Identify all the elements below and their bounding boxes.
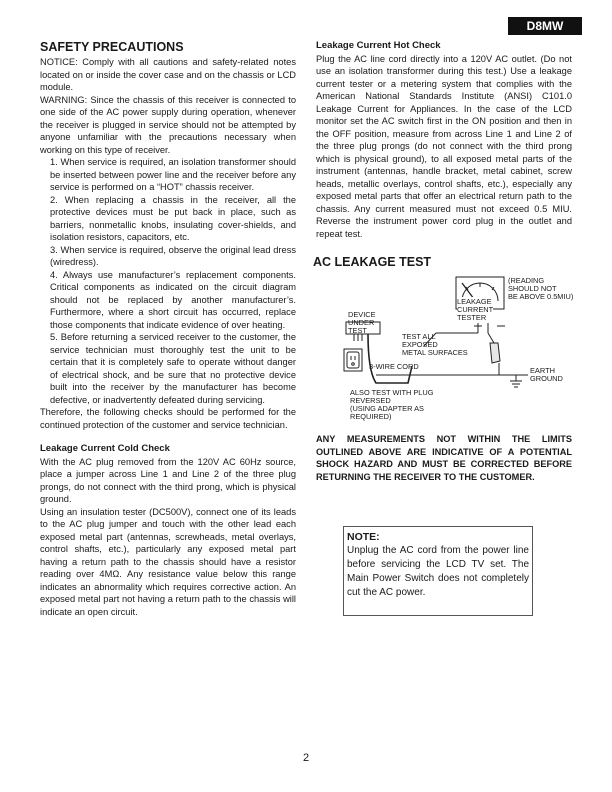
cord-pins [354, 334, 362, 341]
note-body: Unplug the AC cord from the power line before servicing the LCD TV set. The Main Power Switch does not completely cut the AC power. [347, 545, 529, 598]
ground-clip [490, 343, 500, 363]
earth-ground-label: EARTH GROUND [530, 366, 563, 383]
precaution-item: 5. Before returning a serviced receiver to the customer, the service technician must thoroughly test the unit to be certain that it is completely safe to operate without danger of electrical shock, and be sure that no protective device built into the receiver by the manufacturer has become defective, or inadvertently defeated during servicing. [50, 332, 296, 405]
right-column [313, 40, 574, 483]
notice-text: NOTICE: Comply with all cautions and safety-related notes located on or inside the cover case and on the chassis or LCD module. [40, 57, 296, 92]
note-title: NOTE: [347, 531, 380, 543]
note-box [343, 526, 533, 616]
model-text: D8MW [526, 19, 564, 33]
precaution-item: 4. Always use manufacturer’s replacement components. Critical components as indicated on the circuit diagram should not be replaced by another manufacturer’s. Furthermore, where a short circuit has occurred, replace those components that indicate evidence of over heating. [50, 269, 296, 330]
ac-leakage-title: AC LEAKAGE TEST [313, 255, 432, 269]
test-surfaces-label: TEST ALL EXPOSED METAL SURFACES [402, 332, 468, 357]
precaution-item: 2. When replacing a chassis in the receiver, all the protective devices must be put back in place, such as barriers, nonmetallic knobs, insulating cover-shields, and isolation resistors, capacitors, etc. [50, 194, 296, 242]
precaution-item: 1. When service is required, an isolation transformer should be inserted between power line and the receiver before any service is performed on a “HOT” chassis receiver. [50, 157, 296, 192]
model-tag [508, 17, 582, 35]
ground-lead [488, 333, 494, 343]
left-column [40, 40, 296, 618]
shock-hazard-warning: ANY MEASUREMENTS NOT WITHIN THE LIMITS OUTLINED ABOVE ARE INDICATIVE OF A POTENTIAL SHOCK HAZARD AND MUST BE CORRECTED BEFORE RETURNING THE RECEIVER TO THE CUSTOMER. [316, 434, 572, 482]
cold-check-p2: Using an insulation tester (DC500V), connect one of its leads to the AC plug jumper and touch with the other lead each exposed metal part (antennas, screwheads, metal overlays, control shafts, etc.), particularly any exposed metal part having a return path to the chassis should have a resistor reading over 4MΩ. Any resistance value below this range indicates an abnormality which requires corrective action. An exposed metal part not having a return path to the chassis will indicate an open circuit. [40, 506, 296, 617]
therefore-text: Therefore, the following checks should be performed for the continued protection of the customer and service technician. [40, 407, 296, 430]
device-under-test-label: DEVICE UNDER TEST [348, 310, 376, 335]
warning-text: WARNING: Since the chassis of this receiver is connected to one side of the AC power supply during operation, whenever the receiver is plugged in service should not be attempted by anyone unfamiliar with the precautions necessary when working on this type of receiver. [40, 94, 296, 155]
hot-check-title: Leakage Current Hot Check [316, 40, 441, 51]
ac-leakage-diagram [316, 271, 572, 433]
reading-label: (READING SHOULD NOT BE ABOVE 0.5MIU) [508, 276, 574, 301]
plug-reversed-label: ALSO TEST WITH PLUG REVERSED (USING ADAPTER AS REQUIRED) [350, 388, 434, 421]
cold-check-p1: With the AC plug removed from the 120V AC 60Hz source, place a jumper across Line 1 and Line 2 of the three plug prongs, do not connect with the third prong, which is physical ground. [40, 456, 296, 504]
cord-label: 3-WIRE CORD [369, 362, 419, 371]
hot-check-body: Plug the AC line cord directly into a 120V AC outlet. (Do not use an isolation transformer during this test.) Use a leakage current tester or a metering system that complies with the American National Standards Institute (ANSI) C101.0 Leakage Current for Appliances. In the case of the LCD monitor set the AC switch first in the ON position and then in the OFF position, measure from across Line 1 and Line 2 of the three plug prongs (do not connect with the third prong which is physical ground), to all exposed metal parts of the instrument (antennas, handle bracket, metal cabinet, screw heads, metallic overlays, control shafts, etc.), especially any exposed metal parts that offer an electrical return path to the chassis. Any current measured must not exceed 0.5 MIU. Reverse the instrument power cord plug in the outlet and repeat test. [316, 53, 572, 239]
tester-label: LEAKAGE CURRENT TESTER [457, 297, 494, 322]
page-number: 2 [302, 752, 310, 764]
safety-title: SAFETY PRECAUTIONS [40, 40, 184, 54]
precaution-item: 3. When service is required, observe the original lead dress (wiredress). [50, 244, 296, 267]
cold-check-title: Leakage Current Cold Check [40, 443, 170, 454]
